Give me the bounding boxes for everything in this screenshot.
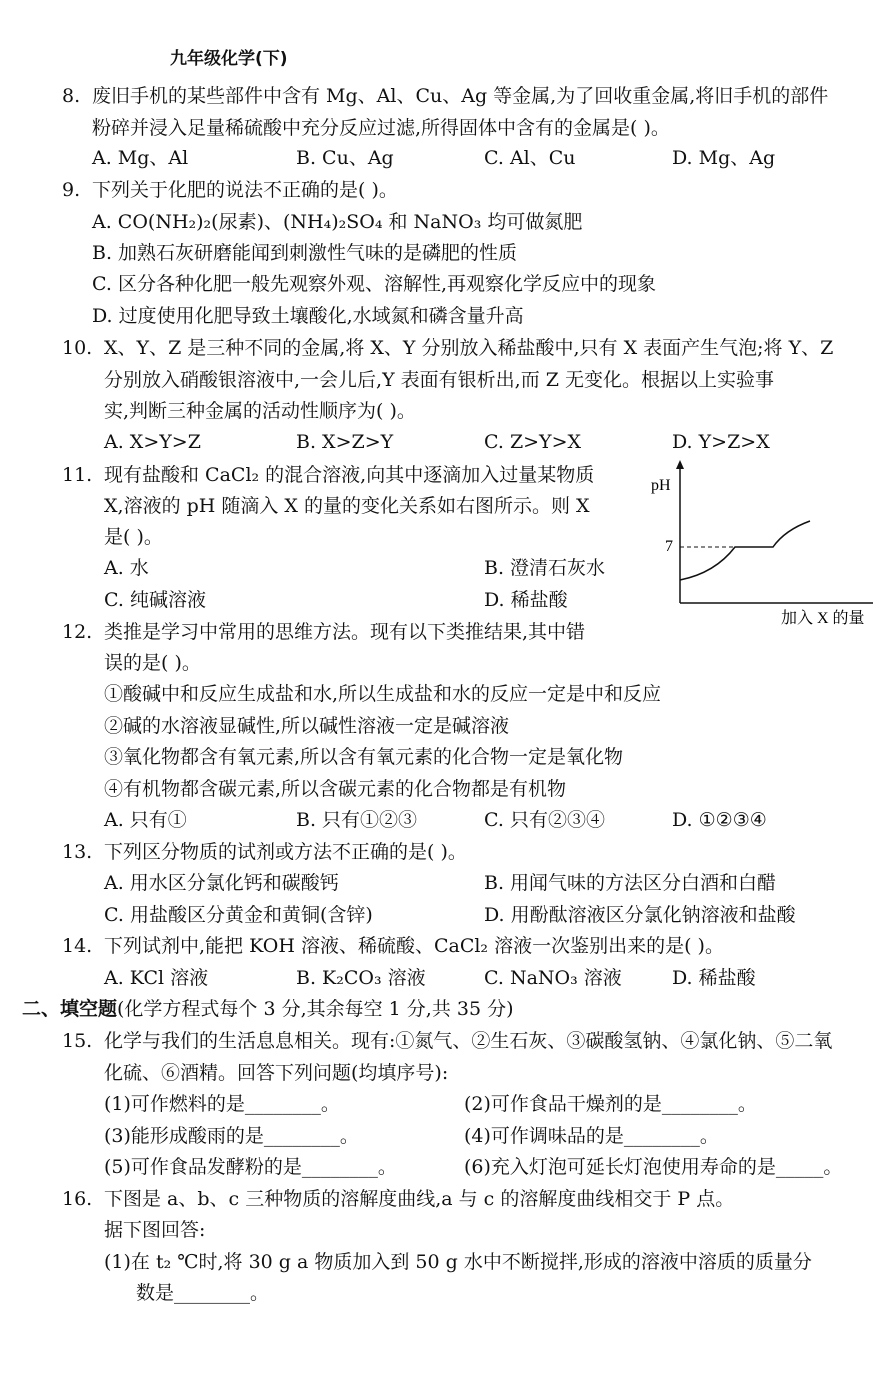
q11-option-c: C. 纯碱溶液 (104, 589, 206, 611)
graph-ph-curve (680, 521, 810, 580)
q11-option-a: A. 水 (104, 557, 149, 579)
q12-stem-line1: 类推是学习中常用的思维方法。现有以下类推结果,其中错 (104, 621, 586, 643)
page-title: 九年级化学(下) (170, 49, 288, 69)
q12-option-b: B. 只有①②③ (296, 809, 418, 831)
q8-option-a: A. Mg、Al (92, 147, 189, 169)
graph-y-label: pH (651, 477, 671, 494)
graph-y-arrow (676, 460, 684, 469)
q11-stem-line1: 现有盐酸和 CaCl₂ 的混合溶液,向其中逐滴加入过量某物质 (104, 464, 595, 486)
q15-stem-line1: 化学与我们的生活息息相关。现有:①氮气、②生石灰、③碳酸氢钠、④氯化钠、⑤二氧 (104, 1030, 833, 1052)
q16-stem-line4: 数是________。 (136, 1282, 270, 1304)
q11-option-b: B. 澄清石灰水 (484, 557, 606, 579)
section2-note: (化学方程式每个 3 分,其余每空 1 分,共 35 分) (117, 998, 514, 1020)
q10-stem-line1: X、Y、Z 是三种不同的金属,将 X、Y 分别放入稀盐酸中,只有 X 表面产生气泡;将 Y、Z (104, 337, 834, 359)
q12-item-2: ②碱的水溶液显碱性,所以碱性溶液一定是碱溶液 (104, 715, 510, 737)
q15-blank-3: (3)能形成酸雨的是________。 (104, 1125, 359, 1147)
q12-item-1: ①酸碱中和反应生成盐和水,所以生成盐和水的反应一定是中和反应 (104, 683, 662, 705)
q9-option-a: A. CO(NH₂)₂(尿素)、(NH₄)₂SO₄ 和 NaNO₃ 均可做氮肥 (92, 211, 583, 233)
q14-stem: 下列试剂中,能把 KOH 溶液、稀硫酸、CaCl₂ 溶液一次鉴别出来的是( )。 (104, 935, 724, 957)
q8-stem-line2: 粉碎并浸入足量稀硫酸中充分反应过滤,所得固体中含有的金属是( )。 (92, 117, 670, 139)
q15-blank-4: (4)可作调味品的是________。 (464, 1125, 719, 1147)
q14-number: 14. (62, 935, 93, 957)
q15-number: 15. (62, 1030, 93, 1052)
q14-option-c: C. NaNO₃ 溶液 (484, 967, 622, 989)
q10-number: 10. (62, 337, 93, 359)
q8-option-c: C. Al、Cu (484, 147, 576, 169)
q12-item-3: ③氧化物都含有氧元素,所以含有氧元素的化合物一定是氧化物 (104, 746, 624, 768)
q15-blank-6: (6)充入灯泡可延长灯泡使用寿命的是_____。 (464, 1156, 843, 1178)
q16-stem-line1: 下图是 a、b、c 三种物质的溶解度曲线,a 与 c 的溶解度曲线相交于 P 点。 (104, 1188, 735, 1210)
q13-number: 13. (62, 841, 93, 863)
q13-option-c: C. 用盐酸区分黄金和黄铜(含锌) (104, 904, 373, 926)
q9-stem: 下列关于化肥的说法不正确的是( )。 (92, 179, 398, 201)
q15-stem-line2: 化硫、⑥酒精。回答下列问题(均填序号): (104, 1062, 449, 1084)
q10-option-d: D. Y>Z>X (672, 431, 770, 453)
q16-number: 16. (62, 1188, 93, 1210)
q12-number: 12. (62, 621, 93, 643)
q15-blank-5: (5)可作食品发酵粉的是________。 (104, 1156, 397, 1178)
q8-stem-line1: 废旧手机的某些部件中含有 Mg、Al、Cu、Ag 等金属,为了回收重金属,将旧手机的部件 (92, 85, 829, 107)
q9-option-b: B. 加熟石灰研磨能闻到刺激性气味的是磷肥的性质 (92, 242, 518, 264)
q8-option-d: D. Mg、Ag (672, 147, 776, 169)
q16-stem-line3: (1)在 t₂ ℃时,将 30 g a 物质加入到 50 g 水中不断搅拌,形成的溶液中溶质的质量分 (104, 1251, 812, 1273)
q9-number: 9. (62, 179, 81, 201)
q12-item-4: ④有机物都含碳元素,所以含碳元素的化合物都是有机物 (104, 778, 567, 800)
q11-stem-line2: X,溶液的 pH 随滴入 X 的量的变化关系如右图所示。则 X (104, 495, 590, 517)
q12-option-c: C. 只有②③④ (484, 809, 605, 831)
section2-heading: 二、填空题 (22, 998, 118, 1020)
q14-option-b: B. K₂CO₃ 溶液 (296, 967, 426, 989)
ph-graph (645, 458, 877, 630)
q9-option-d: D. 过度使用化肥导致土壤酸化,水域氮和磷含量升高 (92, 305, 524, 327)
q14-option-a: A. KCl 溶液 (104, 967, 209, 989)
q12-option-d: D. ①②③④ (672, 809, 767, 831)
q15-blank-2: (2)可作食品干燥剂的是________。 (464, 1093, 757, 1115)
section2-header (22, 997, 514, 1021)
q10-option-b: B. X>Z>Y (296, 431, 394, 453)
q11-number: 11. (62, 464, 93, 486)
q13-option-b: B. 用闻气味的方法区分白酒和白醋 (484, 872, 777, 894)
q8-option-b: B. Cu、Ag (296, 147, 394, 169)
q10-stem-line2: 分别放入硝酸银溶液中,一会儿后,Y 表面有银析出,而 Z 无变化。根据以上实验事 (104, 369, 774, 391)
q11-option-d: D. 稀盐酸 (484, 589, 568, 611)
q10-option-a: A. X>Y>Z (104, 431, 201, 453)
q13-option-d: D. 用酚酞溶液区分氯化钠溶液和盐酸 (484, 904, 796, 926)
q14-option-d: D. 稀盐酸 (672, 967, 756, 989)
q12-stem-line2: 误的是( )。 (104, 652, 201, 674)
q12-option-a: A. 只有① (104, 809, 187, 831)
graph-y-mark-7: 7 (665, 538, 673, 555)
q8-number: 8. (62, 85, 81, 107)
q13-option-a: A. 用水区分氯化钙和碳酸钙 (104, 872, 339, 894)
q9-option-c: C. 区分各种化肥一般先观察外观、溶解性,再观察化学反应中的现象 (92, 273, 656, 295)
graph-x-label: 加入 X 的量 (781, 610, 865, 627)
q10-option-c: C. Z>Y>X (484, 431, 582, 453)
q16-stem-line2: 据下图回答: (104, 1219, 206, 1241)
q13-stem: 下列区分物质的试剂或方法不正确的是( )。 (104, 841, 467, 863)
q11-stem-line3: 是( )。 (104, 526, 163, 548)
q15-blank-1: (1)可作燃料的是________。 (104, 1093, 340, 1115)
q10-stem-line3: 实,判断三种金属的活动性顺序为( )。 (104, 400, 416, 422)
